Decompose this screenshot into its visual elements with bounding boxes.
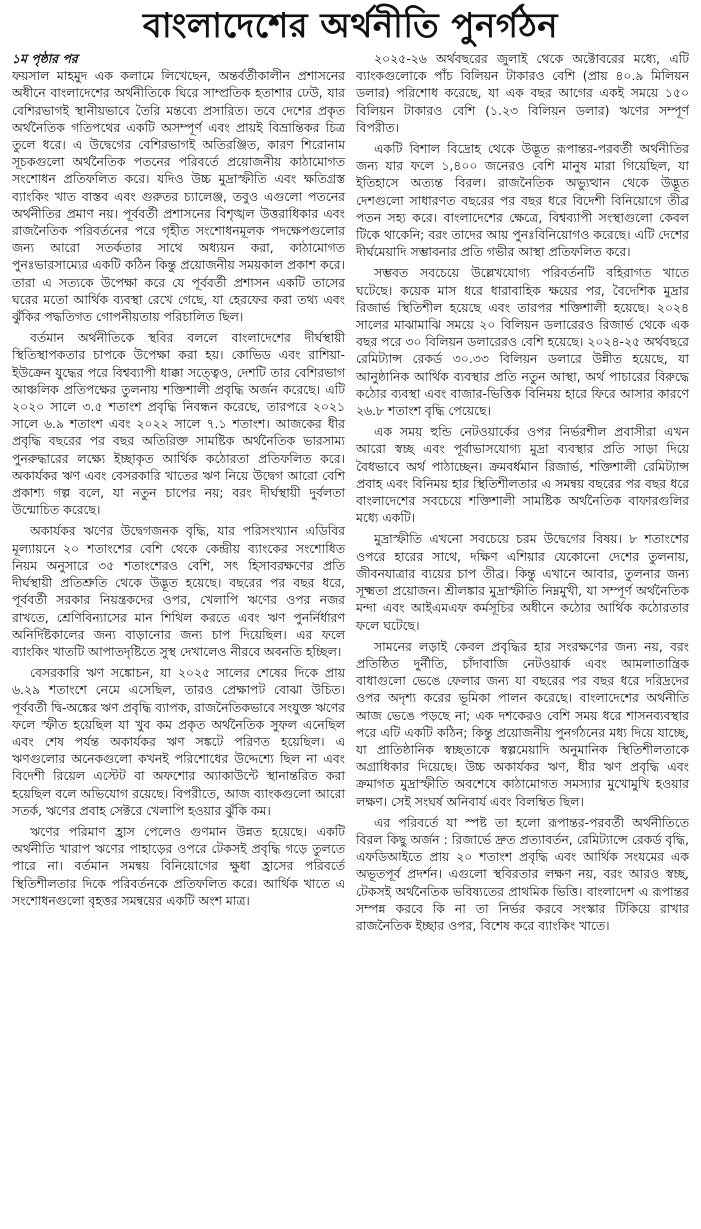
paragraph: বেসরকারি ঋণ সঙ্কোচন, যা ২০২৫ সালের শেষের দিকে প্রায় ৬.২৯ শতাংশে নেমে এসেছিল, তারও প্রেক্ষাপট বোঝা উচিত। পূর্ববর্তী দ্বি-অঙ্কের ঋণ প্রবৃদ্ধি ব্যাপক, রাজনৈতিকভাবে সংযুক্ত ঋণের ফলে স্ফীত হয়েছিল যা খুব কম প্রকৃত অর্থনৈতিক সুফল এনেছিল এবং শেষ পর্যন্ত অকার্যকর ঋণ সঙ্কটে পরিণত হয়েছিল। এ ঋণগুলোর অনেকগুলো কখনই পরিশোধের উদ্দেশ্যে ছিল না এবং বিদেশী রিয়েল এস্টেট বা অফশোর অ্যাকাউন্টে স্থানান্তরিত করা হয়েছিল বলে অভিযোগ রয়েছে। বিপরীতে, আজ ব্যাংকগুলো আরো সতর্ক, ঋণের প্রবাহ সেক্টরে খেলাপি হওয়ার ঝুঁকি কম।	[12, 665, 345, 818]
right-column	[352, 50, 689, 938]
paragraph: বর্তমান অর্থনীতিকে স্থবির বললে বাংলাদেশের দীর্ঘস্থায়ী স্থিতিস্থাপকতার চাপকে উপেক্ষা করা হয়। কোভিড এবং রাশিয়া-ইউক্রেন যুদ্ধের পরে বিশ্বব্যাপী ধাক্কা সত্ত্বেও, দেশটি তার বেশিরভাগ আঞ্চলিক প্রতিপক্ষের তুলনায় শক্তিশালী প্রবৃদ্ধি অর্জন করেছে। এটি ২০২০ সালে ৩.৫ শতাংশ প্রবৃদ্ধি নিবন্ধন করেছে, তারপরে ২০২১ সালে ৬.৯ শতাংশ এবং ২০২২ সালে ৭.১ শতাংশ। আজকের ধীর প্রবৃদ্ধি বছরের পর বছর অতিরিক্ত সামষ্টিক অর্থনৈতিক ভারসাম্য পুনরুদ্ধারের লক্ষ্যে ইচ্ছাকৃত আর্থিক কঠোরতা প্রতিফলিত করে। অকার্যকর ঋণ এবং বেসরকারি খাতের ঋণ নিয়ে উদ্বেগ আরো বেশি প্রকাশ্য গল্প বলে, যা নতুন চাপের নয়; বরং দীর্ঘস্থায়ী দুর্বলতা উন্মোচিত করেছে।	[12, 330, 345, 518]
paragraph: ঋণের পরিমাণ হ্রাস পেলেও গুণমান উন্নত হয়েছে। একটি অর্থনীতি খারাপ ঋণের পাহাড়ের ওপরে টেকসই প্রবৃদ্ধি গড়ে তুলতে পারে না। বর্তমান সমন্বয় বিনিয়োগের ক্ষুধা হ্রাসের পরিবর্তে স্থিতিশীলতার দিকে পরিবর্তনকে প্রতিফলিত করে। আর্থিক খাতে এ সংশোধনগুলো বৃহত্তর সমন্বয়ের একটি অংশ মাত্র।	[12, 823, 345, 908]
paragraph: একটি বিশাল বিদ্রোহ থেকে উদ্ভূত রূপান্তর-পরবর্তী অর্থনীতির জন্য যার ফলে ১,৪০০ জনেরও বেশি মানুষ মারা গিয়েছিল, যা ইতিহাসে অত্যন্ত বিরল। রাজনৈতিক অভ্যুত্থান থেকে উদ্ভূত দেশগুলো সাধারণত বছরের পর বছর ধরে বিদেশী বিনিয়োগে তীব্র পতন সহ্য করে। বাংলাদেশের ক্ষেত্রে, বিশ্বব্যাপী সংস্থাগুলো কেবল টিকে থাকেনি; বরং তাদের আয় পুনঃবিনিয়োগও করেছে। এটি দেশের দীর্ঘমেয়াদি সম্ভাবনার প্রতি গভীর আস্থা প্রতিফলিত করে।	[356, 141, 689, 260]
paragraph: মুদ্রাস্ফীতি এখনো সবচেয়ে চরম উদ্বেগের বিষয়। ৮ শতাংশের ওপরে হারের সাথে, দক্ষিণ এশিয়ার যেকোনো দেশের তুলনায়, জীবনযাত্রার ব্যয়ের চাপ তীব্র। কিন্তু এখানে আবার, তুলনার জন্য সূক্ষ্মতা প্রয়োজন। শ্রীলঙ্কার মুদ্রাস্ফীতি নিম্নমুখী, যা সম্পূর্ণ অর্থনৈতিক মন্দা এবং আইএমএফ কর্মসূচির অধীনে কঠোর আর্থিক কঠোরতার ফলে ঘটেছে।	[356, 531, 689, 633]
headline: বাংলাদেশের অর্থনীতি পুনর্গঠন	[142, 6, 559, 46]
continued-label: ১ম পৃষ্ঠার পর	[12, 51, 78, 66]
paragraph: সামনের লড়াই কেবল প্রবৃদ্ধির হার সংরক্ষণের জন্য নয়, বরং প্রতিষ্ঠিত দুর্নীতি, চাঁদাবাজি নেটওয়ার্ক এবং আমলাতান্ত্রিক বাধাগুলো ভেঙে ফেলার জন্য যা বছরের পর বছর ধরে দরিদ্রদের ওপর অদৃশ্য করের ভূমিকা পালন করেছে। বাংলাদেশের অর্থনীতি আজ ভেঙে পড়ছে না; এক দশকেরও বেশি সময় ধরে শাসনব্যবস্থার পরে এটি একটি কঠিন; কিন্তু প্রয়োজনীয় পুনর্গঠনের মধ্য দিয়ে যাচ্ছে, যা প্রাতিষ্ঠানিক স্বচ্ছতাকে স্বল্পমেয়াদি অনুমানিক স্থিতিশীলতাকে অগ্রাধিকার দিয়েছে। উচ্চ অকার্যকর ঋণ, ধীর ঋণ প্রবৃদ্ধি এবং ক্রমাগত মুদ্রাস্ফীতি অবশেষে কাঠামোগত সমস্যার মুখোমুখি হওয়ার লক্ষণ। সেই সংঘর্ষ অনিবার্য এবং বিলম্বিত ছিল।	[356, 638, 689, 809]
paragraph: ফয়সাল মাহমুদ এক কলামে লিখেছেন, অন্তর্বর্তীকালীন প্রশাসনের অধীনে বাংলাদেশের অর্থনীতিকে ঘিরে সাম্প্রতিক হতাশার ঢেউ, যার বেশিরভাগই স্থানীয়ভাবে তৈরি মন্তব্যে প্রসারিত। তবে দেশের প্রকৃত অর্থনৈতিক গতিপথের একটি অসম্পূর্ণ এবং প্রায়ই বিভ্রান্তিকর চিত্র তুলে ধরে। এ উদ্বেগের বেশিরভাগই অতিরঞ্জিত, কারণ শিরোনাম সূচকগুলো অর্থনৈতিক পতনের পরিবর্তে প্রয়োজনীয় কাঠামোগত সংশোধন প্রতিফলিত করে। যদিও উচ্চ মুদ্রাস্ফীতি এবং ক্ষতিগ্রস্ত ব্যাংকিং খাত বাস্তব এবং গুরুতর চ্যালেঞ্জ, তবুও এগুলো পতনের অর্থনীতির প্রমাণ নয়। পূর্ববর্তী প্রশাসনের বিশৃঙ্খল উত্তরাধিকার এবং রাজনৈতিক পরিবর্তনের পরে গৃহীত সংশোধনমূলক পদক্ষেপগুলোর জন্য আরো সতর্কতার সাথে অধ্যয়ন করা, কাঠামোগত পুনঃভারসাম্যের একটি কঠিন কিন্তু প্রয়োজনীয় সময়কাল প্রকাশ করে। তারা এ সত্যকে উপেক্ষা করে যে পূর্ববর্তী প্রশাসন একটি তাসের ঘরের মতো আর্থিক ব্যবস্থা রেখে গেছে, যা হেরফের করা তথ্য এবং ঝুঁকির পদ্ধতিগত গোপনীয়তায় পরিচালিত ছিল।	[12, 68, 345, 325]
paragraph: ২০২৫-২৬ অর্থবছরের জুলাই থেকে অক্টোবরের মধ্যে, এটি ব্যাংকগুলোকে পাঁচ বিলিয়ন টাকারও বেশি (প্রায় ৪০.৯ মিলিয়ন ডলার) পরিশোধ করেছে, যা এক বছর আগের একই সময়ে ১৫০ বিলিয়ন টাকারও বেশি (১.২৩ বিলিয়ন ডলার) ঋণের সম্পূর্ণ বিপরীত।	[356, 51, 689, 135]
paragraph: সম্ভবত সবচেয়ে উল্লেখযোগ্য পরিবর্তনটি বহিরাগত খাতে ঘটেছে। কয়েক মাস ধরে ধারাবাহিক ক্ষয়ের পর, বৈদেশিক মুদ্রার রিজার্ভ স্থিতিশীল হয়েছে এবং তারপর শক্তিশালী হয়েছে। ২০২৪ সালের মাঝামাঝি সময়ে ২০ বিলিয়ন ডলারেরও রিজার্ভ থেকে এক বছর পরে ৩০ বিলিয়ন ডলারেরও বেশি হয়েছে। ২০২৪-২৫ অর্থবছরে রেমিট্যান্স রেকর্ড ৩০.৩৩ বিলিয়ন ডলারে উন্নীত হয়েছে, যা আনুষ্ঠানিক আর্থিক ব্যবস্থার প্রতি নতুন আস্থা, অর্থ পাচারের বিরুদ্ধে কঠোর ব্যবস্থা এবং বাজার-ভিত্তিক বিনিময় হারে ফিরে আসার কারণে ২৬.৮ শতাংশ বৃদ্ধি পেয়েছে।	[356, 265, 689, 419]
paragraph: অকার্যকর ঋণের উদ্বেগজনক বৃদ্ধি, যার পরিসংখ্যান এডিবির মূল্যায়নে ২০ শতাংশের বেশি থেকে কেন্দ্রীয় ব্যাংকের সংশোধিত নিয়ম অনুসারে ৩৫ শতাংশেরও বেশি, সৎ হিসাবরক্ষণের প্রতি দীর্ঘস্থায়ী প্রতিশ্রুতি থেকে উদ্ভূত হয়েছে। বছরের পর বছর ধরে, পূর্ববর্তী সরকার নিয়ন্ত্রকদের ওপর, খেলাপি ঋণের ওপর নজর রাখতে, শ্রেণিবিন্যাসের মান শিথিল করতে এবং ঋণ পুনর্নির্ধারণ অনির্দিষ্টকালের জন্য বাড়ানোর জন্য চাপ দিয়েছিল। এর ফলে ব্যাংকিং খাতটি আপাতদৃষ্টিতে সুস্থ দেখালেও নীরবে অবনতি হচ্ছিল।	[12, 523, 345, 659]
paragraph: এক সময় হুন্ডি নেটওয়ার্কের ওপর নির্ভরশীল প্রবাসীরা এখন আরো স্বচ্ছ এবং পূর্বাভাসযোগ্য মুদ্রা ব্যবস্থার প্রতি সাড়া দিয়ে বৈধভাবে অর্থ পাঠাচ্ছেন। ক্রমবর্ধমান রিজার্ভ, শক্তিশালী রেমিট্যান্স প্রবাহ এবং বিনিময় হার স্থিতিশীলতার এ সমন্বয় বছরের পর বছর ধরে বাংলাদেশের সবচেয়ে শক্তিশালী সামষ্টিক অর্থনৈতিক বাফারগুলির মধ্যে একটি।	[356, 424, 689, 526]
paragraph: এর পরিবর্তে যা স্পষ্ট তা হলো রূপান্তর-পরবর্তী অর্থনীতিতে বিরল কিছু অর্জন : রিজার্ভে দ্রুত প্রত্যাবর্তন, রেমিট্যান্সে রেকর্ড বৃদ্ধি, এফডিআইতে প্রায় ২০ শতাংশ প্রবৃদ্ধি এবং আর্থিক সংযমের এক অভূতপূর্ব প্রদর্শন। এগুলো স্থবিরতার লক্ষণ নয়, বরং আরও স্বচ্ছ, টেকসই অর্থনৈতিক ভবিষ্যতের প্রাথমিক ভিত্তি। বাংলাদেশ এ রূপান্তর সম্পন্ন করবে কি না তা নির্ভর করবে সংস্কার টিকিয়ে রাখার রাজনৈতিক ইচ্ছার ওপর, বিশেষ করে ব্যাংকিং খাতে।	[356, 814, 689, 933]
left-column	[12, 50, 349, 913]
article-body	[12, 50, 689, 1222]
